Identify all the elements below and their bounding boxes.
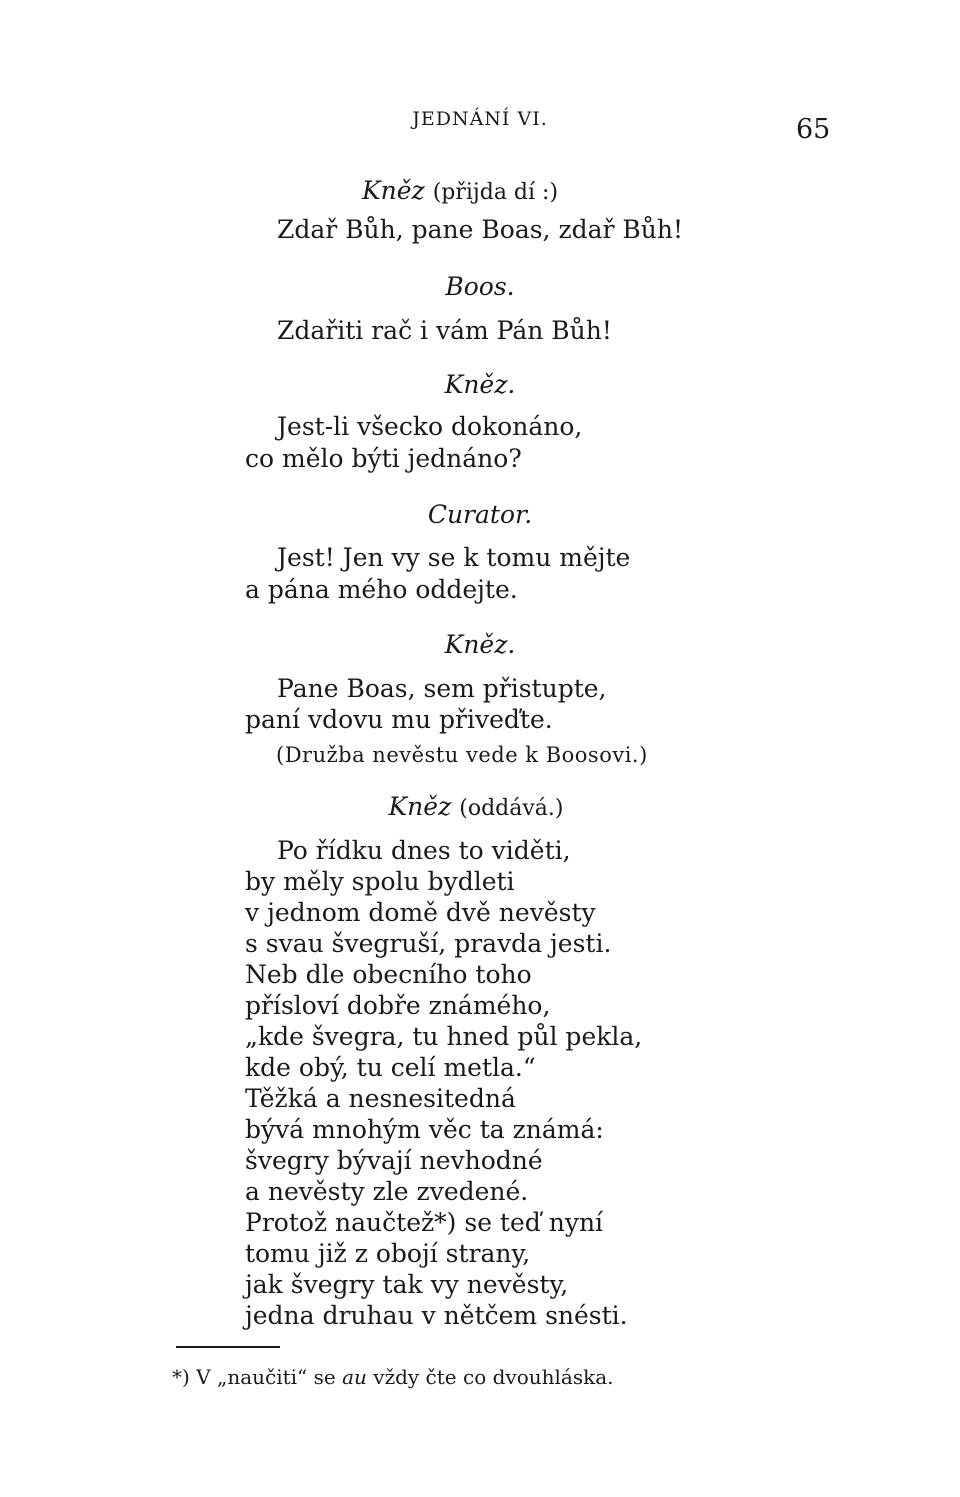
verse-line: co mělo býti jednáno?	[245, 444, 522, 473]
stage-note: (přijda dí :)	[432, 180, 559, 205]
verse-line: Jest! Jen vy se k tomu mějte	[277, 543, 631, 572]
verse-line: jedna druhau v nětčem snésti.	[245, 1301, 628, 1330]
verse-line: švegry bývají nevhodné	[245, 1146, 543, 1175]
verse-line: tomu již z obojí strany,	[245, 1239, 531, 1268]
verse-line: a pána mého oddejte.	[245, 575, 518, 604]
verse-line: jak švegry tak vy nevěsty,	[245, 1270, 569, 1299]
verse-line: Neb dle obecního toho	[245, 960, 532, 989]
verse-line: paní vdovu mu přiveďte.	[245, 705, 553, 734]
footnote-text: *) V „naučiti“ se	[172, 1365, 336, 1389]
verse-line: by měly spolu bydleti	[245, 867, 515, 896]
stage-direction: (Družba nevěstu vede k Boosovi.)	[276, 743, 648, 767]
speaker-heading: Curator.	[427, 500, 533, 529]
verse-line: Zdař Bůh, pane Boas, zdař Bůh!	[277, 215, 684, 244]
footnote	[172, 1365, 613, 1389]
speaker-heading	[0, 176, 940, 205]
verse-line: s svau švegruší, pravda jesti.	[245, 929, 612, 958]
verse-line: Jest-li všecko dokonáno,	[277, 412, 583, 441]
footnote-italic: au	[342, 1365, 367, 1389]
running-header: JEDNÁNÍ VI.	[412, 108, 548, 130]
page-number: 65	[796, 114, 831, 145]
stage-note: (oddává.)	[459, 796, 564, 821]
footnote-text-end: vždy čte co dvouhláska.	[373, 1365, 614, 1389]
verse-line: Zdařiti rač i vám Pán Bůh!	[277, 316, 612, 345]
verse-line: bývá mnohým věc ta známá:	[245, 1115, 604, 1144]
verse-line: Těžká a nesnesitedná	[245, 1084, 516, 1113]
verse-line: a nevěsty zle zvedené.	[245, 1177, 529, 1206]
speaker-name: Kněz	[361, 176, 425, 205]
verse-line: „kde švegra, tu hned půl pekla,	[245, 1022, 643, 1051]
verse-line: Po řídku dnes to viděti,	[277, 836, 571, 865]
verse-line: kde obý, tu celí metla.“	[245, 1053, 536, 1082]
verse-line: v jednom domě dvě nevěsty	[245, 898, 596, 927]
speaker-heading: Kněz.	[444, 630, 516, 659]
speaker-heading	[0, 792, 956, 821]
verse-line: přísloví dobře známého,	[245, 991, 551, 1020]
speaker-heading: Boos.	[445, 272, 515, 301]
verse-line: Protož naučtež*) se teď nyní	[245, 1208, 604, 1237]
speaker-name: Kněz	[388, 792, 452, 821]
speaker-heading: Kněz.	[444, 370, 516, 399]
footnote-rule	[176, 1346, 280, 1348]
verse-line: Pane Boas, sem přistupte,	[277, 674, 607, 703]
